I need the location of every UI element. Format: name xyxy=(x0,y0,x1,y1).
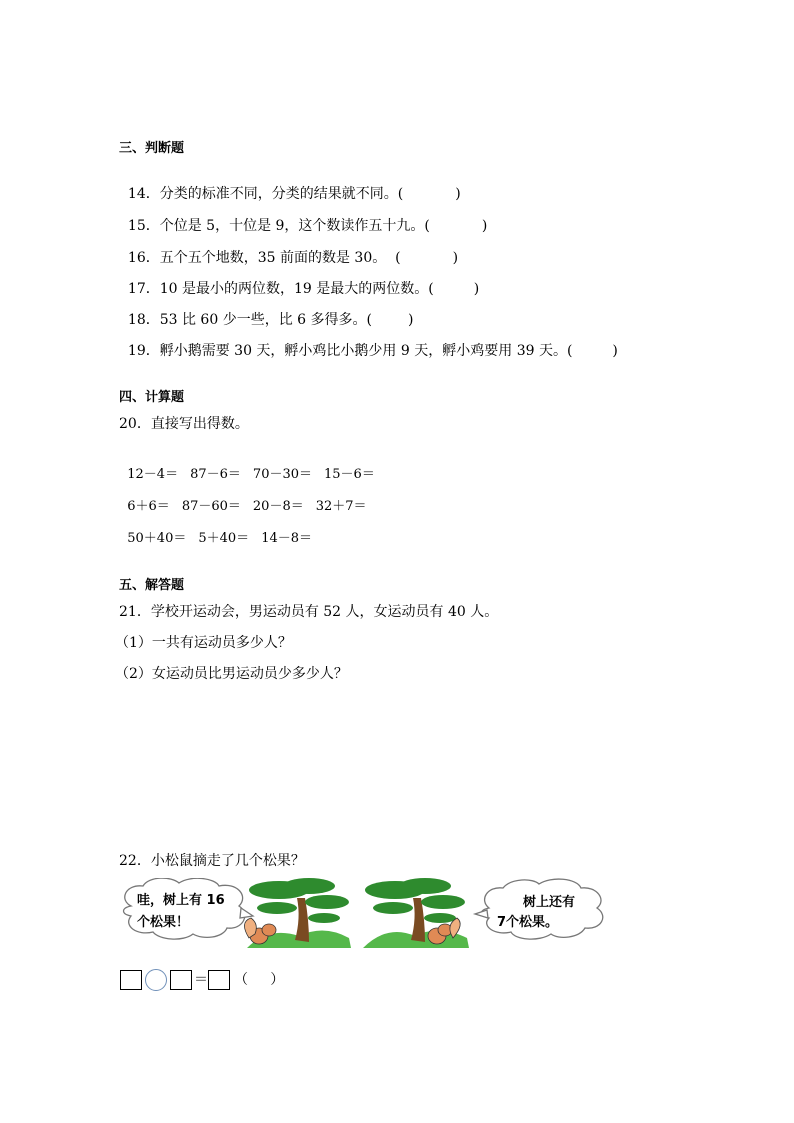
question-19-close: ) xyxy=(612,343,618,359)
question-17-text: 17．10 是最小的两位数，19 是最大的两位数。( xyxy=(127,281,434,297)
question-15-close: ) xyxy=(481,218,488,234)
calc-item: 50＋40＝ xyxy=(127,531,187,546)
section-5-title: 五、解答题 xyxy=(119,578,185,593)
calc-item: 20－8＝ xyxy=(252,499,304,514)
left-bubble-line-1: 哇，树上有 16 xyxy=(137,893,225,908)
calc-item: 87－60＝ xyxy=(181,499,241,514)
calc-item: 70－30＝ xyxy=(252,467,313,482)
unit-paren: （ ） xyxy=(234,972,285,988)
squirrel-pinecone-illustration xyxy=(119,878,619,956)
section-3-title: 三、判断题 xyxy=(119,141,185,156)
question-18-text: 18．53 比 60 少一些，比 6 多得多。( xyxy=(127,312,372,328)
calc-item: 32＋7＝ xyxy=(315,499,367,514)
question-19-text: 19．孵小鹅需要 30 天，孵小鸡比小鹅少用 9 天，孵小鸡要用 39 天。( xyxy=(127,343,573,359)
answer-box-2[interactable] xyxy=(170,970,192,990)
question-20: 20．直接写出得数。 xyxy=(119,416,249,432)
question-17-close: ) xyxy=(473,281,480,297)
calc-item: 5＋40＝ xyxy=(198,531,250,546)
calc-item: 15－6＝ xyxy=(324,467,375,482)
answer-box-1[interactable] xyxy=(120,970,142,990)
calc-item: 87－6＝ xyxy=(190,467,241,482)
right-bubble-line-2: 7个松果。 xyxy=(497,915,559,930)
left-bubble-line-2: 个松果！ xyxy=(137,915,190,930)
equals-sign: ＝ xyxy=(194,972,208,988)
calc-item: 12－4＝ xyxy=(127,467,179,482)
section-4-title: 四、计算题 xyxy=(119,390,185,405)
right-bubble-line-1: 树上还有 xyxy=(523,895,576,910)
calc-row-3 xyxy=(119,509,324,549)
calc-item: 6＋6＝ xyxy=(127,499,170,514)
question-16-close: ) xyxy=(452,250,459,266)
question-15-text: 15．个位是 5，十位是 9，这个数读作五十九。( xyxy=(127,218,430,234)
answer-box-3[interactable] xyxy=(208,970,230,990)
calc-item: 14－8＝ xyxy=(261,531,313,546)
question-16-text: 16．五个五个地数，35 前面的数是 30。 ( xyxy=(127,250,401,266)
question-21-part-1: （1）一共有运动员多少人？ xyxy=(115,635,292,651)
question-19 xyxy=(119,321,618,361)
question-18-close: ) xyxy=(407,312,414,328)
question-22: 22．小松鼠摘走了几个松果？ xyxy=(119,853,305,869)
left-speech-bubble xyxy=(124,878,254,939)
question-21-part-2: （2）女运动员比男运动员少多少人？ xyxy=(115,666,348,682)
question-21: 21．学校开运动会，男运动员有 52 人，女运动员有 40 人。 xyxy=(119,604,499,620)
right-speech-bubble xyxy=(475,879,603,939)
question-14-text: 14．分类的标准不同，分类的结果就不同。( xyxy=(127,186,404,202)
operator-circle[interactable] xyxy=(145,969,167,991)
question-14-close: ) xyxy=(455,186,461,202)
